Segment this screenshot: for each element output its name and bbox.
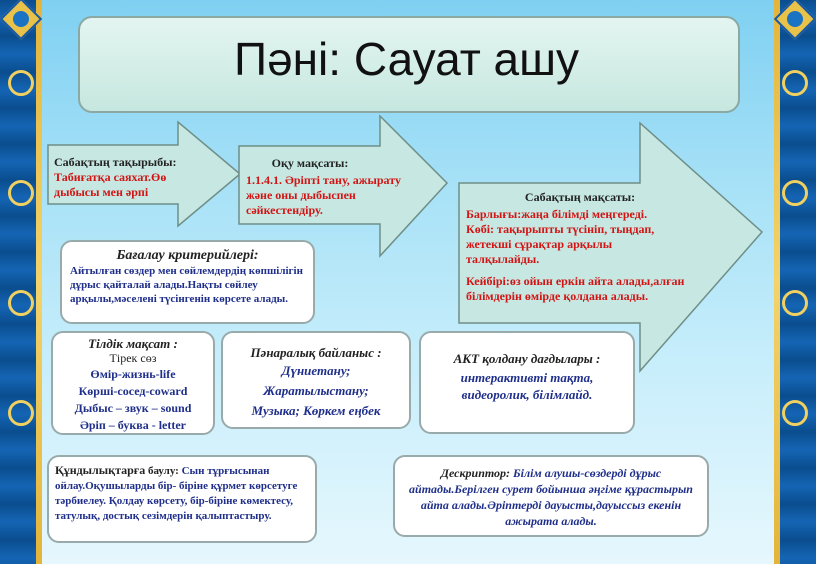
values-box [47, 455, 317, 543]
language-word-4: Әріп – буква - letter [79, 418, 187, 432]
interdisciplinary-item-2: Жаратылыстану; [263, 383, 369, 398]
lesson-goal-some: Кейбірі:өз ойын еркін айта алады,алған білімдерін өмірде қолдана алады. [466, 274, 685, 303]
lesson-goal-label: Сабақтың мақсаты: [524, 190, 636, 204]
learning-goal-label: Оқу мақсаты: [271, 156, 349, 170]
ict-value: интерактивті тақта, видеоролик, білімлайд. [460, 370, 594, 402]
language-goal-box [51, 331, 215, 435]
values-label: Құндылықтарға [55, 463, 146, 477]
criteria-value: Айтылған сөздер мен сөйлемдердің көпшілігін дұрыс қайталай алады.Нақты сөйлеу арқылы,мәселені түсінгенін көрсете алады. [70, 265, 303, 305]
topic-label: Сабақтың тақырыбы: [54, 155, 177, 169]
descriptor-box [393, 455, 709, 537]
lesson-goal-all: Барлығы:жаңа білімді меңгереді. [466, 207, 648, 221]
ict-box [419, 331, 635, 434]
criteria-box [60, 240, 315, 324]
learning-goal-value: 1.1.4.1. Әріпті тану, ажырату және оны дыбыспен сәйкестендіру. [246, 173, 401, 217]
page-title: Пәні: Сауат ашу [234, 33, 580, 85]
lesson-goal-most: Көбі: тақырыпты түсініп, тыңдап, жетекші сұрақтар арқылы талқылайды. [466, 222, 655, 266]
criteria-label: Бағалау критерийлері: [116, 248, 259, 263]
language-word-1: Өмір-жизнь-life [90, 367, 176, 381]
interdisciplinary-box [221, 331, 411, 429]
language-goal-subtitle: Тірек сөз [109, 351, 157, 365]
interdisciplinary-item-3: Музыка; Көркем еңбек [251, 403, 381, 418]
ict-label: АКТ қолдану дағдылары : [453, 351, 601, 366]
topic-value: Табиғатқа саяхат.Өө дыбысы мен әрпі [54, 170, 167, 199]
language-word-2: Көрші-сосед-coward [78, 384, 188, 398]
descriptor-value: Білім алушы-сөздерді дұрыс айтады.Берілген сурет бойынша әңгіме құрастырып айта алады.Әріптерді дауысты,дауыссыз екенін ажырата алады. [409, 466, 693, 528]
descriptor-label: Дескриптор: [440, 466, 514, 480]
values-mid: баулу: [145, 465, 182, 477]
descriptor-text [403, 465, 699, 529]
values-value: Сын тұрғысынан ойлау.Оқушыларды бір- біріне құрмет көрсетуге тәрбиелеу. Қолдау көрсету, бір-біріне көмектесу, татулық, достық сезімдерін қалыптастыру. [55, 465, 298, 522]
interdisciplinary-label: Пәнаралық байланыс : [250, 345, 382, 360]
values-text [55, 463, 313, 524]
language-goal-label: Тілдік мақсат : [88, 336, 178, 351]
language-word-3: Дыбыс – звук – sound [74, 401, 192, 415]
interdisciplinary-item-1: Дүниетану; [281, 363, 351, 378]
